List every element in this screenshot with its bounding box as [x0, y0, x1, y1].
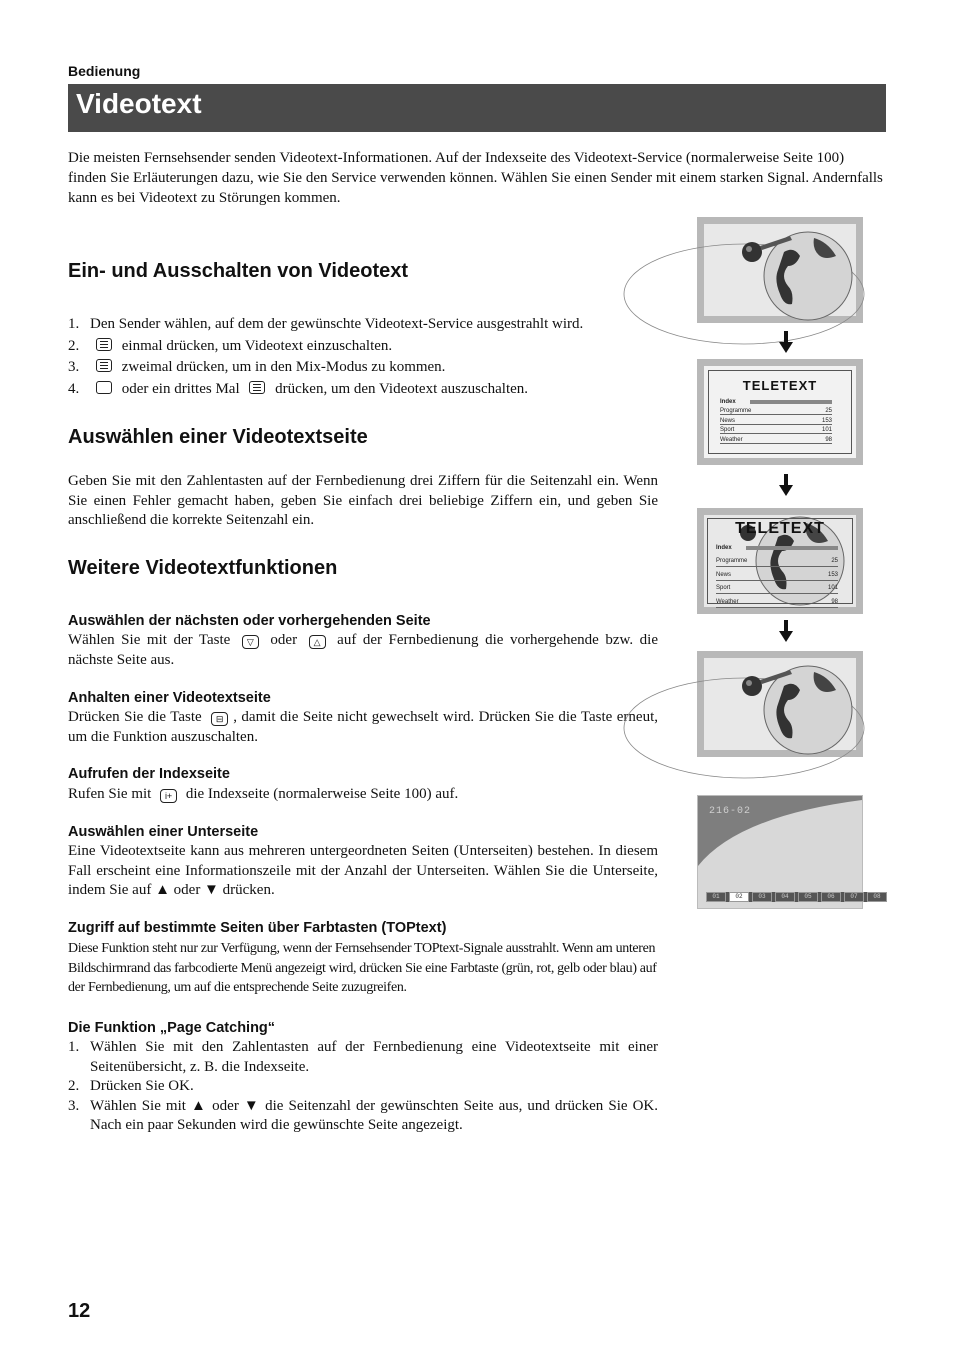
subpage-bar [706, 892, 887, 902]
subpage-number: 216-02 [709, 806, 752, 817]
text-part: Drücken Sie die Taste [68, 709, 202, 725]
text-part: auf der Fernbedienung die vorhergehende bzw. die nächste Seite aus. [68, 632, 658, 668]
subpage-cell: 05 [798, 892, 818, 902]
row-label: Sport [720, 427, 735, 433]
teletext-logo: TELETEXT [742, 378, 818, 393]
row-label: Weather [720, 436, 743, 443]
text-part: Wählen Sie mit der Taste [68, 632, 231, 648]
globe-image [704, 224, 856, 316]
list-item [68, 379, 658, 401]
list-item [68, 357, 658, 379]
subpage-cell: 04 [775, 892, 795, 902]
row-value: 25 [825, 408, 832, 414]
subheading-toptext: Zugriff auf bestimmte Seiten über Farbtasten (TOPtext) [68, 920, 447, 936]
page-number: 12 [68, 1300, 91, 1322]
row-label: News [720, 417, 736, 424]
row-value: 98 [831, 598, 838, 605]
item-number: 3. [68, 359, 80, 375]
row-label: Sport [716, 585, 731, 591]
title-bar [68, 84, 886, 132]
text-part: , damit die Seite nicht gewechselt wird. Drücken Sie die Taste erneut, um die Funktion auszuschalten. [68, 709, 659, 745]
teletext-row [716, 556, 838, 567]
down-arrow-icon [779, 331, 793, 353]
teletext-row [720, 437, 832, 444]
list-item [68, 1077, 658, 1097]
hold-icon: ⊟ [211, 712, 228, 726]
page-title: Videotext [76, 88, 202, 119]
text-part: Rufen Sie mit [68, 786, 152, 802]
section-label: Bedienung [68, 63, 141, 79]
subpage-cell-active: 02 [729, 892, 749, 902]
item-text: Drücken Sie OK. [90, 1078, 194, 1094]
subpage-cell: 08 [867, 892, 887, 902]
row-label: News [716, 571, 732, 578]
subpage-cell: 07 [844, 892, 864, 902]
row-value: 153 [827, 571, 838, 578]
item-number: 4. [68, 380, 80, 397]
item-number: 1. [68, 1039, 80, 1055]
tv-screen-teletext [697, 359, 863, 465]
toptext-paragraph: Diese Funktion steht nur zur Verfügung, wenn der Fernsehsender TOPtext-Signale ausstrahlt. Wenn am unteren Bildschirmrand das farbcodierte Menü angezeigt wird, drücken Sie eine Farbtaste (grün, rot, gelb oder blau) auf der Fernbedienung, um auf die entsprechende Seite zuzugreifen. [68, 941, 657, 995]
teletext-logo: TELETEXT [735, 520, 825, 537]
intro-paragraph: Die meisten Fernsehsender senden Videotext-Informationen. Auf der Indexseite des Videotext-Service (normalerweise Seite 100) finden Sie Erläuterungen dazu, wie Sie den Service verwenden können. Wählen Sie einen Sender mit einem starken Signal. Andernfalls kann es bei Videotext zu Störungen kommen. [68, 150, 883, 206]
globe-image [704, 658, 856, 750]
heading-toggle-videotext: Ein- und Ausschalten von Videotext [68, 260, 409, 282]
item-text: drücken, um den Videotext auszuschalten. [275, 380, 529, 397]
item-number: 3. [68, 1097, 80, 1114]
row-label: Programme [716, 558, 748, 564]
row-label: Programme [720, 408, 752, 414]
row-value: 25 [831, 558, 838, 564]
subpage-screen [697, 795, 881, 909]
item-number: 1. [68, 316, 80, 332]
row-label: Weather [716, 598, 739, 605]
subpage-cell: 03 [752, 892, 772, 902]
item-number: 2. [68, 1078, 80, 1094]
item-number: 2. [68, 337, 80, 354]
index-paragraph [68, 785, 658, 805]
list-item [68, 1097, 658, 1136]
tv-screen-mix [697, 508, 863, 614]
index-icon: i+ [160, 789, 177, 803]
select-page-paragraph: Geben Sie mit den Zahlentasten auf der Fernbedienung drei Ziffern für die Seitenzahl ein. Wenn Sie einen Fehler gemacht haben, geben Sie einfach drei beliebige Ziffern ein, und geben Sie anschließend die korrekte Seitenzahl ein. [68, 473, 658, 528]
row-value: 98 [825, 436, 832, 443]
teletext-row [716, 570, 838, 581]
tv-button-icon [96, 381, 112, 394]
heading-more-functions: Weitere Videotextfunktionen [68, 557, 338, 579]
teletext-button-icon [96, 338, 112, 351]
subpage-cell: 06 [821, 892, 841, 902]
item-text: Wählen Sie mit den Zahlentasten auf der Fernbedienung eine Videotextseite mit einer Seitenübersicht, z. B. die Indexseite. [90, 1039, 658, 1075]
index-label: Index [720, 399, 736, 405]
down-arrow-icon [779, 474, 793, 496]
text-part: oder [270, 632, 298, 648]
subheading-page-catching: Die Funktion „Page Catching“ [68, 1020, 276, 1036]
list-item [68, 314, 658, 336]
subpage-paragraph: Eine Videotextseite kann aus mehreren untergeordneten Seiten (Unterseiten) bestehen. In diesem Fall erscheint eine Informationszeile mit der Anzahl der Unterseiten. Wählen Sie die Unterseite, indem Sie auf ▲ oder ▼ drücken. [68, 843, 658, 898]
row-value: 101 [821, 427, 832, 433]
item-text: einmal drücken, um Videotext einzuschalten. [121, 337, 393, 354]
toggle-steps-list [68, 314, 658, 400]
row-value: 101 [827, 585, 838, 591]
index-label: Index [716, 545, 732, 551]
tv-screen-picture [697, 651, 863, 757]
next-prev-paragraph [68, 631, 658, 670]
teletext-row [716, 583, 838, 594]
subheading-subpage: Auswählen einer Unterseite [68, 824, 259, 840]
list-item [68, 1038, 658, 1077]
tv-screen-picture [697, 217, 863, 323]
item-text: oder ein drittes Mal [121, 380, 240, 397]
text-part: die Indexseite (normalerweise Seite 100) auf. [185, 786, 459, 802]
list-item [68, 336, 658, 358]
subheading-hold: Anhalten einer Videotextseite [68, 690, 271, 706]
item-text: zweimal drücken, um in den Mix-Modus zu kommen. [121, 359, 446, 375]
subheading-next-prev: Auswählen der nächsten oder vorhergehenden Seite [68, 613, 431, 629]
teletext-row [720, 427, 832, 434]
teletext-row [716, 597, 838, 608]
teletext-row [720, 418, 832, 425]
page-catching-list [68, 1038, 658, 1136]
teletext-button-icon [96, 359, 112, 372]
row-value: 153 [821, 417, 832, 424]
item-text: Den Sender wählen, auf dem der gewünschte Videotext-Service ausgestrahlt wird. [90, 316, 584, 332]
down-arrow-icon [779, 620, 793, 642]
subpage-cell: 01 [706, 892, 726, 902]
teletext-button-icon [249, 381, 265, 394]
page-up-icon: △ [309, 635, 326, 649]
page-down-icon: ▽ [242, 635, 259, 649]
item-text: Wählen Sie mit ▲ oder ▼ die Seitenzahl der gewünschten Seite aus, und drücken Sie OK. Nach ein paar Sekunden wird die gewünschte Seite angezeigt. [90, 1097, 658, 1133]
heading-select-page: Auswählen einer Videotextseite [68, 426, 368, 448]
subheading-index: Aufrufen der Indexseite [68, 766, 230, 782]
teletext-row [720, 408, 832, 415]
hold-paragraph [68, 708, 658, 747]
